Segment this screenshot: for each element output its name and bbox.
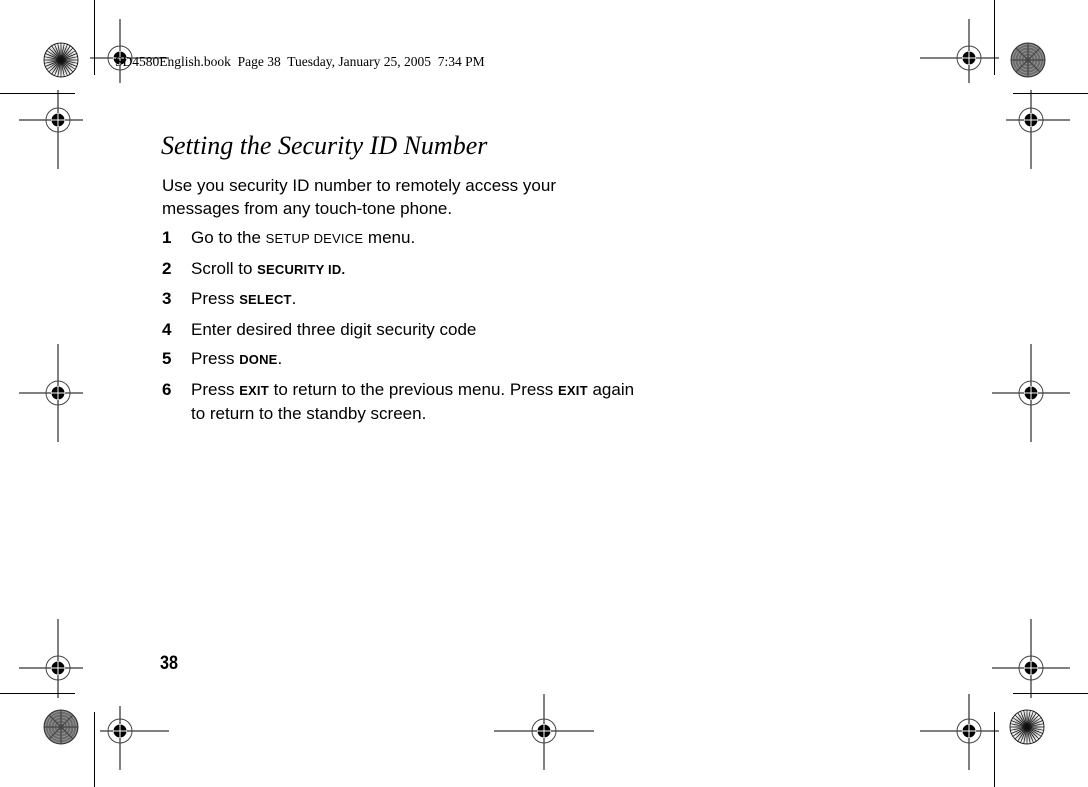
crosshair-circle-icon [494, 681, 594, 781]
step-item [162, 226, 642, 250]
step-number: 5 [162, 349, 172, 368]
step-text: menu. [363, 228, 416, 247]
crosshair-circle-icon [919, 681, 1019, 781]
softkey-keyword: EXIT [239, 382, 269, 398]
step-text: to return to the previous menu. Press [268, 379, 559, 399]
intro-paragraph: Use you security ID number to remotely access your messages from any touch-tone phone. [162, 176, 556, 218]
menu-keyword: SETUP DEVICE [265, 231, 364, 246]
softkey-keyword: SELECT [239, 292, 292, 307]
page-title: Setting the Security ID Number [161, 131, 488, 160]
step-text: Enter desired three digit security code [191, 319, 477, 339]
starburst-target-icon [43, 709, 79, 745]
step-number: 6 [162, 379, 172, 399]
starburst-target-icon [1009, 709, 1045, 745]
crosshair-circle-icon [70, 681, 170, 781]
step-item [162, 347, 642, 371]
step-item [162, 378, 642, 425]
step-text: . [277, 349, 283, 368]
steps-list [162, 226, 642, 431]
step-text: Press [191, 379, 240, 399]
step-item [162, 257, 642, 281]
crosshair-circle-icon [8, 70, 108, 170]
starburst-target-icon [43, 42, 79, 78]
step-number: 1 [162, 228, 172, 247]
starburst-target-icon [1010, 42, 1046, 78]
softkey-keyword: EXIT [558, 382, 588, 398]
softkey-keyword: DONE [239, 352, 278, 367]
page-number: 38 [160, 653, 178, 674]
crosshair-circle-icon [8, 343, 108, 443]
step-number: 4 [162, 319, 172, 339]
step-text: . [291, 289, 297, 308]
menu-keyword: SECURITY ID. [257, 261, 346, 277]
step-item [162, 287, 642, 311]
step-text: Press [191, 289, 240, 308]
step-text: Go to the [191, 228, 266, 247]
step-number: 3 [162, 289, 172, 308]
print-slug: SD4580English.book Page 38 Tuesday, January 25, 2005 7:34 PM [115, 54, 485, 69]
step-item [162, 318, 642, 341]
step-text: Scroll to [191, 258, 258, 278]
step-text: again to return to the standby screen. [191, 379, 635, 423]
step-text: Press [191, 349, 240, 368]
crosshair-circle-icon [981, 343, 1081, 443]
crosshair-circle-icon [981, 70, 1081, 170]
step-number: 2 [162, 258, 172, 278]
